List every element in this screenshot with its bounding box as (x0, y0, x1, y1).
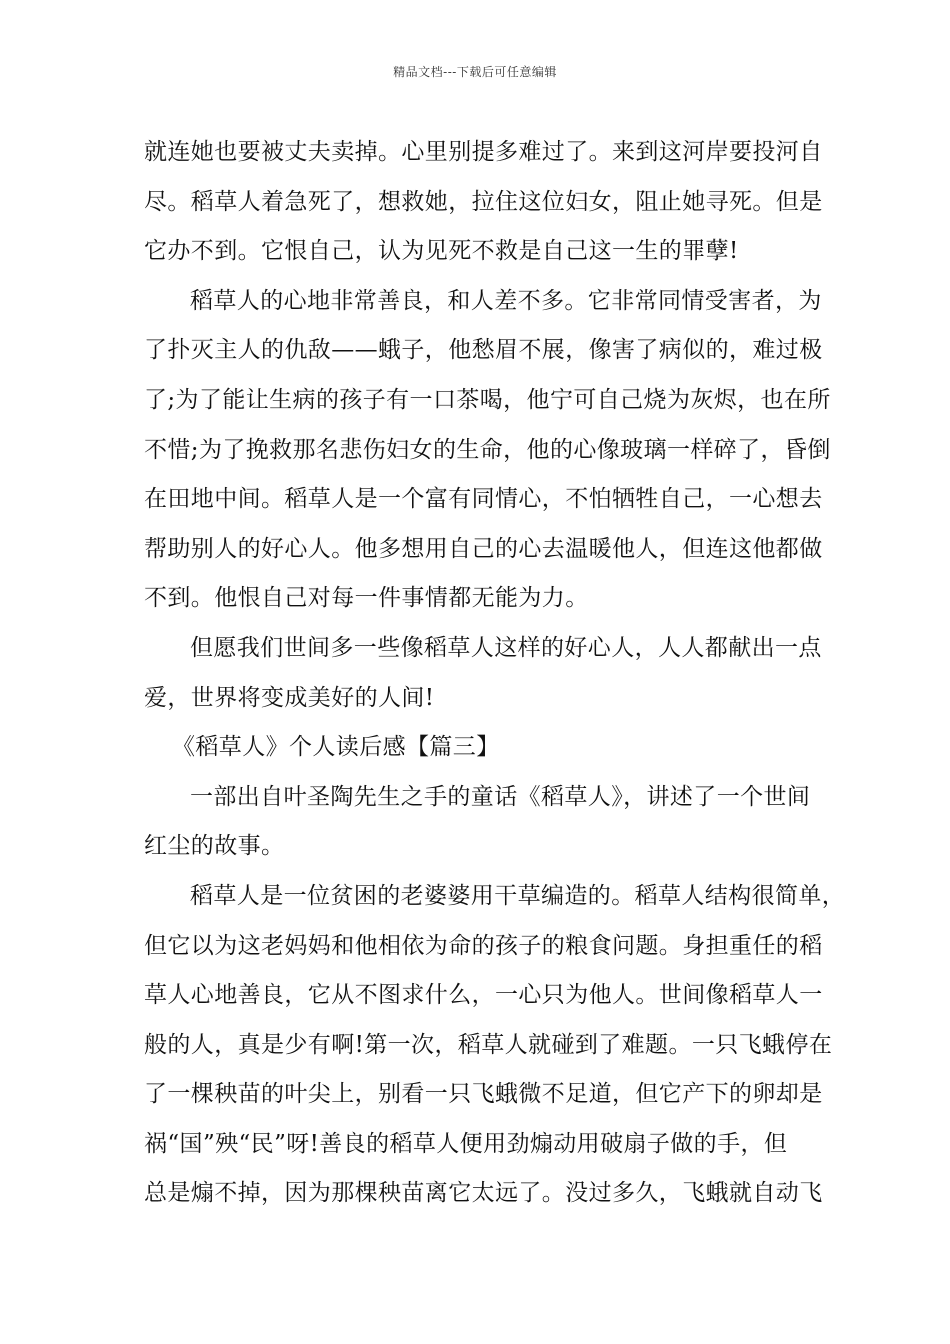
paragraph-start-line: 稻草人的心地非常善良，和人差不多。它非常同情受害者，为 (190, 287, 822, 314)
document-body (144, 128, 846, 1219)
text-line: 了;为了能让生病的孩子有一口茶喝，他宁可自己烧为灰烬，也在所 (144, 386, 831, 413)
paragraph-start-line: 稻草人是一位贫困的老婆婆用干草编造的。稻草人结构很简单， (190, 882, 846, 909)
text-line: 般的人，真是少有啊!第一次，稻草人就碰到了难题。一只飞蛾停在 (144, 1031, 833, 1058)
text-line: 爱，世界将变成美好的人间! (144, 684, 435, 711)
page-header: 精品文档---下载后可任意编辑 (393, 65, 557, 79)
text-line: 帮助别人的好心人。他多想用自己的心去温暖他人，但连这他都做 (144, 535, 823, 562)
text-line: 红尘的故事。 (144, 833, 285, 860)
text-line: 尽。稻草人着急死了，想救她，拉住这位妇女，阻止她寻死。但是 (144, 188, 823, 215)
text-line: 但它以为这老妈妈和他相依为命的孩子的粮食问题。身担重任的稻 (144, 932, 823, 959)
text-line: 总是煽不掉，因为那棵秧苗离它太远了。没过多久，飞蛾就自动飞 (144, 1180, 823, 1207)
text-line: 祸“国”殃“民”呀!善良的稻草人便用劲煽动用破扇子做的手，但 (144, 1130, 788, 1157)
text-line: 了扑灭主人的仇敌——蛾子，他愁眉不展，像害了病似的，难过极 (144, 337, 823, 364)
text-line: 草人心地善良，它从不图求什么，一心只为他人。世间像稻草人一 (144, 982, 823, 1009)
paragraph-start-line: 但愿我们世间多一些像稻草人这样的好心人，人人都献出一点 (190, 634, 822, 661)
text-line: 就连她也要被丈夫卖掉。心里别提多难过了。来到这河岸要投河自 (144, 139, 823, 165)
text-line: 不到。他恨自己对每一件事情都无能为力。 (144, 585, 589, 612)
section-title: 《稻草人》个人读后感【篇三】 (172, 734, 500, 761)
text-line: 不惜;为了挽救那名悲伤妇女的生命，他的心像玻璃一样碎了，昏倒 (144, 436, 831, 463)
paragraph-start-line: 一部出自叶圣陶先生之手的童话《稻草人》，讲述了一个世间 (190, 783, 811, 810)
text-line: 在田地中间。稻草人是一个富有同情心，不怕牺牲自己，一心想去 (144, 486, 823, 513)
text-line: 它办不到。它恨自己，认为见死不救是自己这一生的罪孽! (144, 238, 739, 265)
text-line: 了一棵秧苗的叶尖上，别看一只飞蛾微不足道，但它产下的卵却是 (144, 1081, 823, 1108)
